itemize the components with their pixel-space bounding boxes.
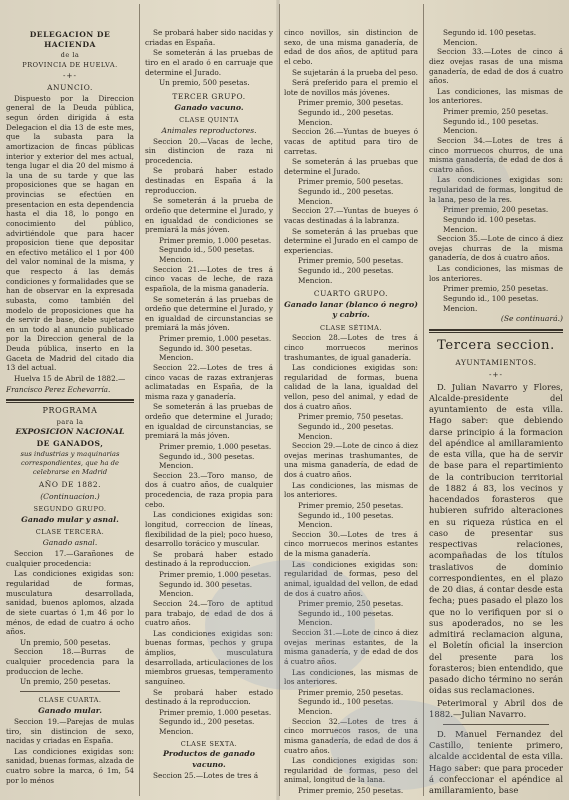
seccion-22-prize-1: Primer premio, 1.000 pesetas. <box>159 441 272 451</box>
clase-sexta: CLASE SEXTA. <box>180 739 238 748</box>
divider <box>443 724 549 725</box>
seccion-33-conditions: Las condiciones, las mismas de los anteriores. <box>429 86 563 106</box>
column-rule <box>279 4 280 796</box>
tercera-seccion-title: Tercera seccion. <box>437 338 555 354</box>
seccion-28-prize-1: Primer premio, 750 pesetas. <box>298 412 404 422</box>
seccion-24: Seccion 24.—Toro de aptitud para trabajo, de edad de dos á cuatro años. <box>145 598 273 628</box>
seccion-32: Seccion 32.—Lotes de tres á cinco morruecos rasos, de una misma ganadería, de edad de dos á cuatro años. <box>284 716 418 755</box>
seccion-23-prize-1: Primer premio, 1.000 pesetas. <box>159 570 272 580</box>
seccion-20-a: Se probará haber estado destinadas en España á la reproduccion. <box>145 166 273 195</box>
productos-ganado-vacuno: Productos de ganado vacuno. <box>163 749 255 769</box>
seccion-27-mencion: Mencion. <box>298 275 333 285</box>
seccion-29-conditions: Las condiciones, las mismas de los anteriores. <box>284 480 418 500</box>
clase-cuarta: CLASE CUARTA. <box>38 695 102 704</box>
seccion-35-prize-2: Segundo id., 100 pesetas. <box>443 293 539 303</box>
seccion-26-mencion: Mencion. <box>298 196 333 206</box>
seccion-27: Seccion 27.—Yuntas de bueyes ó vacas destinadas á la labranza. <box>284 206 418 225</box>
anuncio-title: ANUNCIO. <box>47 83 93 93</box>
seccion-33: Seccion 33.—Lotes de cinco á diez ovejas rasas de una misma ganadería, de edad de dos á cuatro años. <box>429 47 563 86</box>
ayuntamientos-title: AYUNTAMIENTOS. <box>455 358 537 368</box>
seccion-26-prize-1: Primer premio, 500 pesetas. <box>298 177 404 187</box>
clase-setima: CLASE SÉTIMA. <box>319 323 383 332</box>
ganado-lanar: Ganado lanar (blanco ó negro) y cabrío. <box>284 300 418 320</box>
seccion-22-prize-2: Segundo id., 300 pesetas. <box>159 451 255 461</box>
seccion-19-conditions: Las condiciones exigidas son: sanidad, buenas formas, alzada de cuatro sobre la marca, ó 1m, 54 por lo ménos <box>6 746 134 785</box>
col3-mencion: Mencion. <box>298 117 333 127</box>
seccion-31-prize-2: Segundo id., 100 pesetas. <box>298 697 394 707</box>
seccion-32-prize-1: Primer premio, 250 pesetas. <box>298 786 404 796</box>
anuncio-date: Huelva 15 de Abril de 1882.— <box>14 373 126 383</box>
seccion-31-prize-1: Primer premio, 250 pesetas. <box>298 687 404 697</box>
programa-ganados: DE GANADOS, <box>36 438 104 448</box>
seccion-29: Seccion 29.—Lote de cinco á diez ovejas merinas trashumantes, de una misma ganadería, de edad de dos á cuatro años. <box>284 441 418 480</box>
seccion-18: Seccion 18.—Burras de cualquier procedencia para la produccion de leche. <box>6 647 134 676</box>
col2-top-text-2: Se someterán á las pruebas de tiro en el arado ó en carruaje que determine el Jurado. <box>145 48 273 77</box>
seccion-30: Seccion 30.—Lotes de tres á cinco morruecos merinos estantes de la misma ganadería. <box>284 529 418 559</box>
seccion-23-mencion: Mencion. <box>159 589 194 599</box>
ganado-vacuno: Ganado vacuno. <box>174 102 244 112</box>
seccion-28: Seccion 28.—Lotes de tres á cinco morruecos merinos trashumantes, de igual ganadería. <box>284 333 418 362</box>
seccion-29-prize-2: Segundo id., 100 pesetas. <box>298 510 394 520</box>
seccion-29-mencion: Mencion. <box>298 520 333 530</box>
seccion-23-conditions: Las condiciones exigidas son: longitud, correccion de líneas, flexibilidad de la piel; poco hueso, desarrollo torácico y muscular. <box>145 510 273 549</box>
seccion-21-prize-1: Primer premio, 1.000 pesetas. <box>159 334 272 344</box>
seccion-33-prize-1: Primer premio, 250 pesetas. <box>443 107 549 116</box>
seccion-27-prize-2: Segundo id., 200 pesetas. <box>298 266 394 275</box>
seccion-21-prize-2: Segundo id. 300 pesetas. <box>159 343 253 353</box>
clase-tercera: CLASE TERCERA. <box>35 528 105 537</box>
delegacion-de-la: de la <box>60 51 80 60</box>
seccion-30-prize-2: Segundo id., 100 pesetas. <box>298 608 394 618</box>
seccion-27-prize-1: Primer premio, 500 pesetas. <box>298 256 404 266</box>
seccion-21-a: Se someterán á las pruebas de ordeño que determine el Jurado, y en igualdad de circunstancias se premiará la más jóven. <box>145 294 273 333</box>
seccion-22: Seccion 22.—Lotes de tres á cinco vacas de razas extranjeras aclimatadas en España, de la misma raza y ganadería. <box>145 362 273 401</box>
seccion-24-prize-2: Segundo id., 200 pesetas. <box>159 717 255 727</box>
seccion-29-prize-1: Primer premio, 250 pesetas. <box>298 500 404 510</box>
seccion-31-mencion: Mencion. <box>298 707 333 717</box>
seccion-35: Seccion 35.—Lote de cinco á diez ovejas churras de la misma ganadería, de dos á cuatro años. <box>429 234 563 263</box>
seccion-24-conditions: Las condiciones exigidas son: buenas formas, pechos y grupa ámplios, musculatura desarrollada, articulaciones de los miembros gruesas, temperamento sanguíneo. <box>145 628 273 686</box>
seccion-17: Seccion 17.—Garañones de cualquier procedencia: <box>6 549 134 568</box>
seccion-28-mencion: Mencion. <box>298 431 333 441</box>
seccion-33-prize-2: Segundo id., 100 pesetas. <box>443 116 539 126</box>
seccion-32-conditions: Las condiciones exigidas son: regularidad de formas, peso del animal, longitud de la lana. <box>284 756 418 785</box>
seccion-33-mencion: Mencion. <box>443 126 478 136</box>
anuncio-signature: Francisco Perez Echevarría. <box>6 384 111 394</box>
delegacion-provincia: PROVINCIA DE HUELVA. <box>22 60 118 69</box>
seccion-17-prize: Un premio, 500 pesetas. <box>20 637 111 647</box>
seccion-35-prize-1: Primer premio, 250 pesetas. <box>443 284 549 294</box>
seccion-31: Seccion 31.—Lote de cinco á diez ovejas merinas estantes, de la misma ganadería, y de edad de dos á cuatro años. <box>284 628 418 666</box>
col3-top-text: cinco novillos, sin distincion de sexo, de una misma ganadería, de edad de dos años, de aptitud para el cebo. <box>284 28 418 66</box>
col3-text-b: Será preferido para el premio el lote de novillos más jóvenes. <box>284 78 418 97</box>
seccion-21: Seccion 21.—Lotes de tres á cinco vacas de leche, de raza española, de la misma ganadería. <box>145 264 273 293</box>
seccion-23-a: Se probará haber estado destinado á la reproduccion. <box>145 549 273 569</box>
col4-prize-2: Segundo id. 100 pesetas. <box>443 28 537 37</box>
ornament-divider: -+- <box>62 71 78 81</box>
divider <box>20 691 120 692</box>
seccion-26: Seccion 26.—Yuntas de bueyes ó vacas de aptitud para tiro de carretas. <box>284 127 418 156</box>
col2-top-prize: Un premio, 500 pesetas. <box>159 78 250 88</box>
programa-para: para la <box>56 417 84 426</box>
seccion-17-conditions: Las condiciones exigidas son: regularidad de formas, musculatura desarrollada, sanidad, buenos aplomos, alzada de siete cuartas ó 1,m 46 por lo ménos, de edad de cuatro á ocho años. <box>6 569 134 637</box>
se-continuara: (Se continuará.) <box>500 314 563 324</box>
ganado-mular: Ganado mular. <box>38 705 102 715</box>
clase-quinta: CLASE QUINTA <box>179 115 239 124</box>
column-3 <box>284 0 418 800</box>
section-rule <box>6 399 134 403</box>
seccion-34-prize-2: Segundo id. 100 pesetas. <box>443 214 537 224</box>
column-4 <box>429 0 563 800</box>
col3-prize-2: Segundo id., 200 pesetas. <box>298 108 394 117</box>
seccion-30-mencion: Mencion. <box>298 618 333 628</box>
seccion-28-prize-2: Segundo id., 200 pesetas. <box>298 421 394 431</box>
seccion-26-a: Se someterán á las pruebas que determine el Jurado. <box>284 157 418 176</box>
col3-prize-1: Primer premio, 300 pesetas. <box>298 98 404 108</box>
seccion-20: Seccion 20.—Vacas de leche, sin distincion de raza ni procedencia. <box>145 136 273 165</box>
seccion-30-conditions: Las condiciones exigidas son: regularidad de formas, peso del animal, igualdad del vellon, de edad de dos á cuatro años. <box>284 559 418 598</box>
delegacion-title: DELEGACION DE HACIENDA <box>29 30 111 50</box>
ayuntamiento-notice-date: Peterimoral y Abril dos de 1882.—Julian Navarro. <box>429 697 563 719</box>
seccion-34: Seccion 34.—Lotes de tres á cinco morruecos churros, de una misma ganadería, de edad de dos á cuatro años. <box>429 135 563 174</box>
column-2 <box>145 0 273 800</box>
seccion-22-mencion: Mencion. <box>159 461 194 471</box>
tercer-grupo: TERCER GRUPO. <box>172 91 246 101</box>
seccion-34-conditions: Las condiciones exigidas son: regularidad de formas, longitud de la lana, peso de la res. <box>429 175 563 204</box>
col3-text-a: Se sujetarán á la prueba del peso. <box>292 67 418 77</box>
programa-year: AÑO DE 1882. <box>38 479 102 489</box>
seccion-26-prize-2: Segundo id., 200 pesetas. <box>298 187 394 196</box>
segundo-grupo: SEGUNDO GRUPO. <box>33 505 107 514</box>
seccion-22-a: Se someterán á las pruebas de ordeño que determine el Jurado; en igualdad de circunstancias, se premiará la más jóven. <box>145 402 273 441</box>
seccion-21-mencion: Mencion. <box>159 353 194 363</box>
seccion-20-prize-1: Primer premio, 1.000 pesetas. <box>159 235 272 245</box>
seccion-34-mencion: Mencion. <box>443 224 478 234</box>
seccion-18-prize: Un premio, 250 pesetas. <box>20 677 111 687</box>
ganado-mular-asnal: Ganado mular y asnal. <box>21 515 119 525</box>
col4-mencion: Mencion. <box>443 37 478 47</box>
col2-top-text: Se probará haber sido nacidas y criadas en España. <box>145 28 273 47</box>
seccion-30-prize-1: Primer premio, 250 pesetas. <box>298 599 404 609</box>
seccion-20-mencion: Mencion. <box>159 255 194 265</box>
seccion-23: Seccion 23.—Toro manso, de dos á cuatro años, de cualquier procedencia, de raza propia para cebo. <box>145 470 273 509</box>
ayuntamiento-notice-2: D. Manuel Fernandez del Castillo, teniente primero, alcalde accidental de esta villa. Hago saber: que para proceder á confeccionar el apéndice al amillaramiento, base <box>429 728 563 796</box>
ayuntamiento-notice: D. Julian Navarro y Flores, Alcalde-presidente del ayuntamiento de esta villa. Hago saber: que debiendo darse principio á la formacion del apéndice al amillaramiento de esta villa, que ha de servir de base para el repartimiento de la contribucion territorial de 1882 á 83, los vecinos y hacendados forasteros que hubieren sufrido alteraciones en su riqueza rústica en el caso de presentar sus respectivas relaciones, acompañadas de los títulos traslativos de dominio correspondientes, en el plazo de 20 dias, á contar desde esta fecha; pues pasado el plazo los que no lo verifiquen por si o sus apoderados, no se les admitirá reclamacion alguna, el Boletín oficial la insercion del presente para los forasteros; bien entendido, que pasado dicho término no serán oidas sus reclamaciones. <box>429 381 563 696</box>
programa-exposicion: EXPOSICION NACIONAL <box>15 427 125 437</box>
seccion-27-a: Se someterán á las pruebas que determine el Jurado en el campo de experiencias. <box>284 226 418 255</box>
cuarto-grupo: CUARTO GRUPO. <box>313 289 389 299</box>
seccion-31-conditions: Las condiciones, las mismas de los anteriores. <box>284 667 418 687</box>
seccion-35-conditions: Las condiciones, las mismas de los anteriores. <box>429 264 563 283</box>
programa-subtitle: sus industrias y maquinarias correspondientes, que ha de celebrarse en Madrid <box>20 449 120 476</box>
seccion-35-mencion: Mencion. <box>443 303 478 313</box>
column-rule <box>423 4 424 796</box>
animales-reproductores: Animales reproductores. <box>161 125 257 135</box>
seccion-20-b: Se someterán á la prueba de ordeño que determine el Jurado, y en igualdad de condiciones se premiará la más jóven. <box>145 196 273 235</box>
ornament-divider: -+- <box>488 370 504 380</box>
seccion-34-prize-1: Primer premio, 200 pesetas. <box>443 205 549 215</box>
seccion-23-prize-2: Segundo id. 300 pesetas. <box>159 579 253 589</box>
column-1 <box>6 0 134 800</box>
seccion-24-mencion: Mencion. <box>159 727 194 737</box>
seccion-24-a: Se probará haber estado destinado á la reproduccion. <box>145 687 273 707</box>
seccion-20-prize-2: Segundo id., 500 pesetas. <box>159 245 255 255</box>
section-rule <box>429 329 563 333</box>
column-rule <box>139 4 140 796</box>
continuacion: (Continuacion.) <box>40 492 100 502</box>
seccion-24-prize-1: Primer premio, 1.000 pesetas. <box>159 707 272 717</box>
seccion-19: Seccion 19.—Parejas de mulas tiro, sin distincion de sexo, nacidas y criadas en España. <box>6 716 134 746</box>
ganado-asnal: Ganado asnal. <box>42 538 98 548</box>
seccion-28-conditions: Las condiciones exigidas son: regularidad de formas, buena calidad de la lana, igualdad del vellon, peso del animal, y edad de dos á cuatro años. <box>284 363 418 411</box>
programa-title: PROGRAMA <box>42 406 98 416</box>
anuncio-body: Dispuesto por la Direccion general de la Deuda pública, segun órden dirigida á esta Delegacion el dia 13 de este mes, que la subasta para la amortizacion de fincas públicas interior y exterior del mes actual, tenga lugar el dia 20 del mismo á la una de su tarde y que las proposiciones que se hagan en provincias se efectúen en presentacion en esta dependencia hasta el dia 18, lo pongo en conocimiento del público, advirtiéndole que para hacer proposicion tiene que depositar en efectivo metálico el 1 por 400 del valor nominal de la misma, y que respecto á las demás condiciones y formalidades que se han de observar en la expresada subasta, como también del modelo de proposiciones que ha de servir de base, debe sujetarse en un todo al anuncio publicado por la Direccion general de la Deuda pública, inserto en la Gaceta de Madrid del citado dia 13 del actual. <box>6 93 134 373</box>
seccion-25: Seccion 25.—Lotes de tres á <box>153 770 259 780</box>
